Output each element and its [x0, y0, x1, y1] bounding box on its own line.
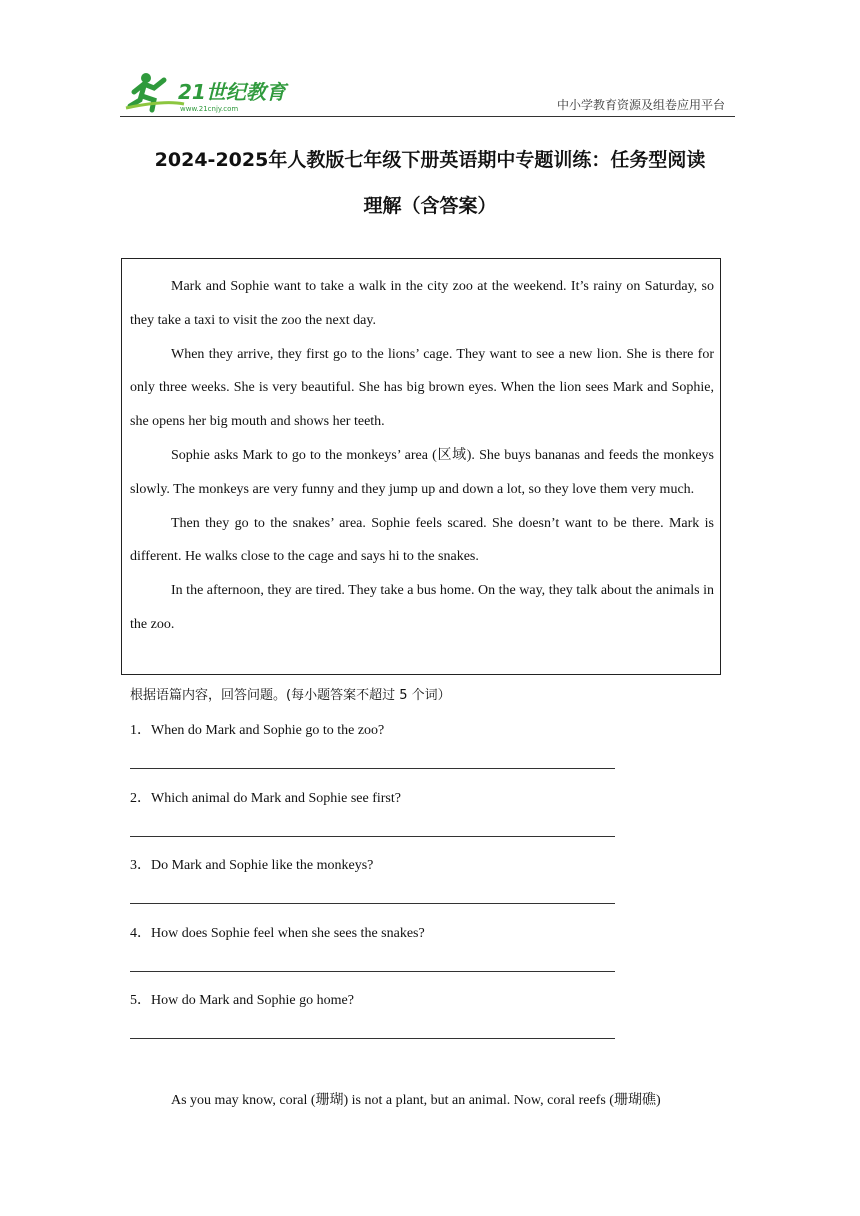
running-man-icon [126, 73, 184, 110]
passage-paragraph: Sophie asks Mark to go to the monkeys’ area (区域). She buys bananas and feeds the monkeys slowly. The monkeys are very funny and they jump up and down a lot, so they love them very much. [130, 447, 714, 497]
passage-paragraph: In the afternoon, they are tired. They take a bus home. On the way, they talk about the animals in the zoo. [130, 583, 714, 632]
question-4: 4．How does Sophie feel when she sees the snakes? [130, 926, 425, 941]
instruction-text: 根据语篇内容，回答问题。(每小题答案不超过 5 个词） [130, 688, 451, 703]
next-passage-text: As you may know, coral (珊瑚) is not a plant, but an animal. Now, coral reefs (珊瑚礁) [171, 1093, 661, 1108]
logo-url: www.21cnjy.com [180, 105, 239, 113]
question-3: 3．Do Mark and Sophie like the monkeys? [130, 858, 374, 873]
page-title-line-1: 2024-2025年人教版七年级下册英语期中专题训练：任务型阅读 [154, 149, 706, 171]
logo [124, 70, 294, 114]
question-2: 2．Which animal do Mark and Sophie see first? [130, 791, 401, 806]
page-header [120, 66, 735, 117]
answer-line-2[interactable] [130, 836, 615, 837]
question-1: 1．When do Mark and Sophie go to the zoo? [130, 723, 385, 738]
answer-line-3[interactable] [130, 903, 615, 904]
passage-paragraph: Mark and Sophie want to take a walk in the city zoo at the weekend. It’s rainy on Saturday, so they take a taxi to visit the zoo the next day. [130, 279, 714, 328]
reading-passage-box [121, 258, 721, 675]
platform-name: 中小学教育资源及组卷应用平台 [556, 98, 725, 112]
passage-paragraph: Then they go to the snakes’ area. Sophie feels scared. She doesn’t want to be there. Mark is different. He walks close to the cage and says hi to the snakes. [130, 515, 714, 565]
answer-line-5[interactable] [130, 1038, 615, 1039]
answer-line-1[interactable] [130, 768, 615, 769]
answer-line-4[interactable] [130, 971, 615, 972]
page-title-line-2: 理解（含答案） [363, 195, 497, 217]
question-5: 5．How do Mark and Sophie go home? [130, 993, 354, 1008]
logo-text: 21世纪教育 [178, 80, 286, 104]
passage-paragraph: When they arrive, they first go to the lions’ cage. They want to see a new lion. She is there for only three weeks. She is very beautiful. She has big brown eyes. When the lion sees Mark and Sophie, she opens her big mouth and shows her teeth. [130, 346, 714, 430]
